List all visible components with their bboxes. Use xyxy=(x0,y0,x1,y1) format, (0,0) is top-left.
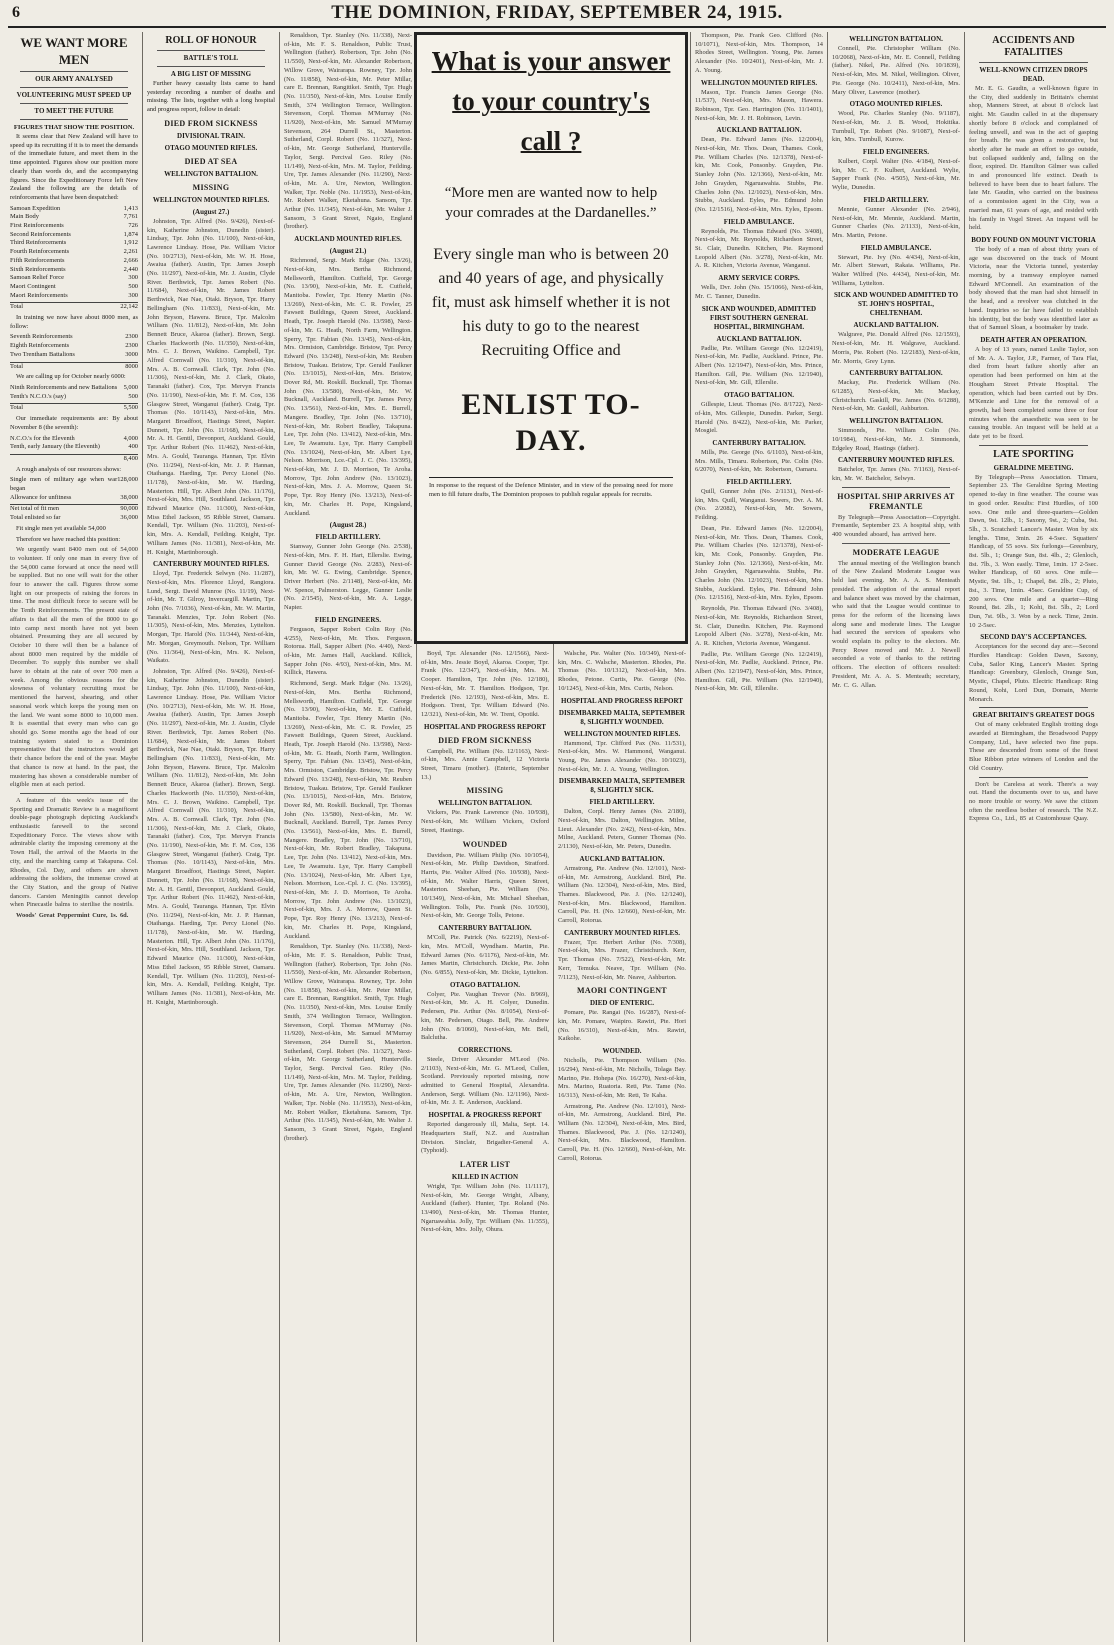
analysis-table xyxy=(10,476,138,502)
col4-died: Campbell, Pte. William (No. 12/1163), Next-of-kin, Mrs. Annie Campbell, 12 Victoria Street, Timaru (mother). (Enteric, September 13.) xyxy=(421,747,549,781)
col6-ob: Gillespie, Lieut. Thomas (No. 8/1722), Next-of-kin, Mrs. Gillespie, Dunedin. Parker, Sergt. Harold (No. 8/422), Next-of-kin, Mr. Parker, Mosgiel. xyxy=(695,401,823,435)
masthead xyxy=(8,0,1106,28)
col7-wb: Connell, Pte. Christopher William (No. 10/2068), Next-of-kin, Mr. E. Connell, Feilding (father). Nikel, Pte. Alfred (No. 10/1839), Next-of-kin, Mrs. M. Nikel, Wellington. Oliver, Pte. George (No. 10/2411), Next-of-kin, Mrs. Mary Oliver, Lawrence (mother). xyxy=(832,45,960,96)
future-value: 4,000 xyxy=(123,434,138,442)
subhead-operation: DEATH AFTER AN OPERATION. xyxy=(980,335,1087,344)
forces-label: Second Reinforcements xyxy=(10,230,71,238)
future-label: N.C.O.'s for the Eleventh xyxy=(10,434,75,442)
section-missing: MISSING xyxy=(192,182,230,192)
section-wounded-4: WOUNDED xyxy=(462,839,508,849)
hospital-ship-body: By Telegraph—Press Association—Copyright. Fremantle, September 23. A hospital ship, with 400 wounded aboard, has arrived here. xyxy=(832,513,960,539)
camp-value: 2300 xyxy=(125,333,138,341)
camp-row xyxy=(10,333,138,342)
camp-label: Eighth Reinforcements xyxy=(10,342,70,350)
second-day-body: Acceptances for the second day are:—Second Hurdles Handicap: Golden Dawn, Saxony, Cuba, Sailor King, Lancer's Master. Spring Handicap: Greenbury, Glenloch, Orange Sun, Mystic, Chapel, Pluto. Electric Handicap: Ring Round, Kohi, Lord Dun, Domain, Merrie Monarch. xyxy=(969,643,1098,703)
col6-fa-cont: Reynolds, Pte. Thomas Edward (No. 3/408), Next-of-kin, Mr. Reynolds, Richardson Street, St. Clair, Dunedin. Kitchen, Pte. Raymond Leopold Albert (No. 3/278), Next-of-kin, Mr. A. R. Kitchen, Victoria Avenue, Wanganui. xyxy=(695,605,823,647)
camp-value: 3000 xyxy=(125,350,138,358)
missing-list: Johnston, Tpr. Alfred (No. 9/426), Next-of-kin, Katherine Johnston, Dunedin (sister). Lindsay, Tpr. John (No. 11/100), Next-of-kin, Lawrence Lindsay. Hose, Pte. William Victor (No. 10/2713), Next-of-kin, Mr. W. H. Hose, Awaiua (father). Austin, Tpr. James Joseph (No. 11/297), Next-of-kin, Mr. J. Austin, Clyde River. Berthwick, Tpr. James Robert (No. 11/684), Next-of-kin, Mr. James Robert Berthwick, Nae Nae, Otaki. Bryson, Tpr. Harry Bellingham (No. 11/833), Next-of-kin, Mr. John Bryson, Hawera. Bruce, Tpr. Malcolm William (No. 11/812), Next-of-kin, Mr. John Bennett Bruce, Akaroa (father). Brown, Sergt. Charles Hackworth (No. 11/350), Next-of-kin, Mrs. C. J. Brown, Waikino. Campbell, Tpr. Alfred Cornwall (No. 11/310), Next-of-kin, Mrs. A. B. Cornwall. Clark, Tpr. John (No. 11/306), Next-of-kin, Mr. J. Clark, Okato, Taranaki (father). Cox, Tpr. Mervyn Francis (No. 11/190), Next-of-kin, Mr. F. M. Cox, 136 Glasgow Street, Wanganui (father). Craig, Tpr. Thomas (No. 10/1143), Next-of-kin, Mrs. Margaret Broadfoot, Hastings Street, Napier. Dunnett, Tpr. John (No. 11/168), Next-of-kin, Mr. A. H. Gentil, Devonport, Auckland. Gould, Tpr. Arthur Robert (No. 11/462), Next-of-kin, Mrs. A. Gould, Tauranga. Hannan, Tpr. Elvin (No. 11/294), Next-of-kin, Mr. J. P. Hannan, Otaihanga. Harding, Tpr. Percy Lionel (No. 11/178), Next-of-kin, Mr. W. Harding, Masterton. Hill, Tpr. Albert John (No. 11/176), Next-of-kin, Mrs. Hill, Southland. Jackson, Tpr. Edward Maurice (No. 11/300), Next-of-kin, Miss Ethel Jackson, 95 Ribble Street, Oamaru. Kendall, Tpr. William (No. 11/203), Next-of-kin, Mrs. A. Kendall, Feilding. Knight, Tpr. William James (No. 11/381), Next-of-kin, Mr. H. Knight, Martinborough. xyxy=(147,217,275,556)
analysis-value: 38,000 xyxy=(120,493,138,501)
intro-text: It seems clear that New Zealand will have to speed up its recruiting if it is to meet the demands of the immediate future, and meet them in the time appointed. Figures show our position more clearly than words do, and the accompanying figures. Since the Expeditionary Force left New Zealand the following are the details of reinforcements that have been despatched: xyxy=(10,133,138,201)
camp-label: Two Trentham Battalions xyxy=(10,350,75,358)
subhead-figures: FIGURES THAT SHOW THE POSITION. xyxy=(13,124,135,131)
section-missing-4: MISSING xyxy=(466,786,504,796)
forces-value: 1,912 xyxy=(123,239,138,247)
date-aug-21: (August 21.) xyxy=(329,247,367,256)
forces-table xyxy=(10,205,138,301)
col5-ab-cont: Armstrong, Pte. Andrew (No. 12/101), Next-of-kin, Mr. Armstrong, Auckland. Bird, Pte. William (No. 12/304), Next-of-kin, Mrs. Bird, Thames. Blackwood, Pte. J. (No. 12/1240), Next-of-kin, Mrs. Blackwood, Hamilton. Carroll, Pte. H. (No. 12/660), Next-of-kin, Mr. Carroll, Rotorua. xyxy=(558,1102,686,1162)
unit-fa-6b: FIELD ARTILLERY. xyxy=(726,478,792,487)
forces-row xyxy=(10,248,138,257)
forces-label: Maori Contingent xyxy=(10,282,56,290)
camp-total: Total 8000 xyxy=(10,362,138,370)
section-cheltenham: SICK AND WOUNDED ADMITTED TO ST. JOHN'S HOSPITAL, CHELTENHAM. xyxy=(833,291,959,318)
analysis-row xyxy=(10,476,138,493)
moderate-league-body: The annual meeting of the Wellington branch of the New Zealand Moderate League was held last evening. Mr. A. A. S. Menteath presided. The adoption of the annual report and balance sheet was moved by the chairman, who said that the League would continue to press for the reform of the licensing laws along sane and moderate lines. The League had secured the services of speakers who would explain its policy to the electors. Mr. Percy Rowe moved and Mr. J. Newell seconded a vote of thanks to the retiring officers. The election of officers resulted: President, Mr. A. A. S. Menteath; secretary, Mr. C. G. Allan. xyxy=(832,559,960,689)
calls-row xyxy=(10,393,138,402)
unit-cmr: CANTERBURY MOUNTED RIFLES. xyxy=(153,560,269,569)
advert-note: In response to the request of the Defence Minister, and in view of the pressing need for more men to fill future drafts, The Dominion proposes to publish regular appeals for recruits. xyxy=(429,477,673,499)
unit-fe-7: FIELD ENGINEERS. xyxy=(862,148,930,157)
analysis-intro: A rough analysis of our resources shows: xyxy=(16,465,122,473)
unit-fe: FIELD ENGINEERS. xyxy=(314,615,382,624)
col6-asc: Wells, Dvr. John (No. 15/1066), Next-of-kin, Mr. C. Tanner, Dunedin. xyxy=(695,284,823,300)
forces-row xyxy=(10,257,138,266)
unit-amb-7: FIELD AMBULANCE. xyxy=(860,243,932,252)
col4-cb: M'Coll, Pte. Patrick (No. 6/2219), Next-of-kin, Mrs. M'Coll, Wyndham. Martin, Pte. Edward James (No. 6/1176), Next-of-kin, Mr. James Martin, Christchurch. Dickie, Pte. John (No. 6/855), Next-of-kin, Mr. Dickie, Lyttelton. xyxy=(421,934,549,976)
roll-cont-2: Renaldson, Tpr. Stanley (No. 11/338), Next-of-kin, Mr. F. S. Renaldson, Public Trust, Wellington (father). Robertson, Tpr. John (No. 11/550), Next-of-kin, Mr. Alexander Robertson, Willow Grove, Wairarapa. Rowney, Tpr. John (No. 11/858), Next-of-kin, Mr. Peter Millar, care E. Brennan, Rangitikei. Smith, Tpr. Hugh (No. 11/350), Next-of-kin, Mrs. Louise Emily Smith, 374 Wellington Terrace, Wellington. Stevenson, Corpl. Thomas M'Murray (No. 11/920), Next-of-kin, Mr. Samuel M'Murray Stevenson, 264 Durrell St., Masterton. Sutherland, Corpl. Robert (No. 11/327), Next-of-kin, Mr. George Sutherland, Hunterville. Taylor, Sergt. Percival Geo. Riley (No. 11/149), Next-of-kin, Mrs. M. Taylor, Feilding. Ure, Tpr. James Alexander (No. 11/290), Next-of-kin, Mr. A. Ure, Newton, Wellington. Walker, Tpr. Noble (No. 11/1953), Next-of-kin, Mr. Robert Walker, Eketahuna. Sansom, Tpr. Arthur (No. 11/345), Next-of-kin, Mr. Walter J. Sansom, 3 Grant Street, Ngaio, England (brother). xyxy=(284,943,412,1142)
subhead-great-dogs: GREAT BRITAIN'S GREATEST DOGS xyxy=(972,711,1095,720)
col4-ob: Colyer, Pte. Vaughan Trevor (No. 8/969), Next-of-kin, Mr. A. H. Colyer, Dunedin. Pedersen, Pte. Arthur (No. 8/1054), Next-of-kin, Mr. Pedersen, Otago. Bell, Pte. Andrew John (No. 8/1060), Next-of-kin, Mr. Bell, Balclutha. xyxy=(421,990,549,1042)
unit-wb-7b: WELLINGTON BATTALION. xyxy=(849,417,943,426)
amr-list-cont: Richmond, Sergt. Mark Edgar (No. 13/26), Next-of-kin, Mrs. Bertha Richmond, Mellsworth, Hamilton. Cutfield, Tpr. George (No. 13/90), Next-of-kin, Mr. E. Cutfield, Manitoba. Fowler, Tpr. Henry Martin (No. 13/269), Next-of-kin, Mr. C. R. Fowler, 25 Fawsett Buildings, Queen Street, Auckland. Heath, Tpr. Joseph Harold (No. 13/598), Next-of-kin, Mr. G. Heath, North Farm, Wellington. Sperry, Tpr. Fabian (No. 13/45), Next-of-kin, Mrs. Ormiston, Cambridge. Bristow, Tpr. Percy Edward (No. 13/248), Next-of-kin, Mr. Reuben Bristow, Tuakau. Bristow, Tpr. Gerald Faulkner (No. 13/1015), Next-of-kin, Mrs. Bristow, Dover Rd, Mt. Roskill. Bucknall, Tpr. Thomas John (No. 13/580), Next-of-kin, Mr. W. Bucknall, Auckland. Burrell, Tpr. James Percy (No. 13/561), Next-of-kin, Mrs. E. Burrell, Mangere. Bradley, Tpr. John (No. 13/710), Next-of-kin, Mr. Robert Bradley, Takapuna. Lee, Tpr. John (No. 13/412), Next-of-kin, Mrs. Lee, Te Awamutu. Lye, Tpr. Harry Campbell (No. 13/1024), Next-of-kin, Mr. Albert Lye, Nelson. Morrison, Lce.-Cpl. J. C. (No. 13/395), Next-of-kin, Mr. J. D. Morrison, Te Aroha. Morrow, Tpr. John Andrew (No. 13/1023), Next-of-kin, Mrs. J. A. Morrow, Queen St. Pope, Tpr. Roy Henry (No. 13/213), Next-of-kin, Mr. Charles H. Pope, Kingsland, Auckland. xyxy=(284,680,412,940)
column-6 xyxy=(691,32,828,1642)
section-died-sea: DIED AT SEA xyxy=(184,156,238,166)
col6-ab-cont: Dean, Pte. Edward James (No. 12/2004), Next-of-kin, Mr. Thos. Dean, Thames. Cook, Pte. William Charles (No. 12/1378), Next-of-kin, Mr. Cook, Ponsonby. Grayden, Pte. Stanley John (No. 12/1366), Next-of-kin, Mr. John Grayden, Ngaruawahia. Stubbs, Pte. Charles John (No. 12/1023), Next-of-kin, Mrs. Stubbs, Auckland. Eyles, Pte. Edmund John (No. 12/1516), Next-of-kin, Mrs. Eyles, Epsom. xyxy=(695,524,824,602)
forces-label: Fourth Reinforcements xyxy=(10,248,70,256)
unit-omr-7: OTAGO MOUNTED RIFLES. xyxy=(849,100,943,109)
section-hospital-5: HOSPITAL AND PROGRESS REPORT xyxy=(561,696,683,705)
unit-fa-5: FIELD ARTILLERY. xyxy=(589,798,655,807)
advert-body: Every single man who is between 20 and 40 years of age, and physically fit, must ask himself whether it is not his duty to go to the nearest Recruiting Office and xyxy=(431,246,671,359)
forces-label: Sixth Reinforcements xyxy=(10,265,66,273)
forces-row xyxy=(10,292,138,301)
amr-list: Richmond, Sergt. Mark Edgar (No. 13/26), Next-of-kin, Mrs. Bertha Richmond, Mellsworth, Hamilton. Cutfield, Tpr. George (No. 13/90), Next-of-kin, Mr. E. Cutfield, Manitoba. Fowler, Tpr. Henry Martin (No. 13/269), Next-of-kin, Mr. C. R. Fowler, 25 Fawsett Buildings, Queen Street, Auckland. Heath, Tpr. Joseph Harold (No. 13/598), Next-of-kin, Mr. G. Heath, North Farm, Wellington. Sperry, Tpr. Fabian (No. 13/45), Next-of-kin, Mrs. Ormiston, Cambridge. Bristow, Tpr. Percy Edward (No. 13/248), Next-of-kin, Mr. Reuben Bristow, Tuakau. Bristow, Tpr. Gerald Faulkner (No. 13/1015), Next-of-kin, Mrs. Bristow, Dover Rd, Mt. Roskill. Bucknall, Tpr. Thomas John (No. 13/580), Next-of-kin, Mr. W. Bucknall, Auckland. Burrell, Tpr. James Percy (No. 13/561), Next-of-kin, Mrs. E. Burrell, Mangere. Bradley, Tpr. John (No. 13/710), Next-of-kin, Mr. Robert Bradley, Takapuna. Lee, Tpr. John (No. 13/412), Next-of-kin, Mrs. Lee, Te Awamutu. Lye, Tpr. Harry Campbell (No. 13/1024), Next-of-kin, Mr. Albert Lye, Nelson. Morrison, Lce.-Cpl. J. C. (No. 13/395), Next-of-kin, Mr. J. D. Morrison, Te Aroha. Morrow, Tpr. John Andrew (No. 13/1023), Next-of-kin, Mrs. J. A. Morrow, Queen St. Pope, Tpr. Roy Henry (No. 13/213), Next-of-kin, Mr. Charles H. Pope, Kingsland, Auckland. xyxy=(284,257,412,517)
forces-value: 2,440 xyxy=(123,265,138,273)
col7-cb: Mackay, Pte. Frederick William (No. 6/1285), Next-of-kin, Mr. Mackay, Christchurch. Gaskill, Pte. James (No. 6/1288), Next-of-kin, Mr. Gaskill, Ashburton. xyxy=(832,379,960,413)
column-1 xyxy=(6,32,143,1642)
analysis-value: 128,000 xyxy=(117,476,138,484)
forces-row xyxy=(10,266,138,275)
page-number: 6 xyxy=(12,4,21,21)
great-dogs-body: Out of many celebrated English trotting dogs awarded at Birmingham, the Broadwood Puppy Company, Ltd., have selected two fine pups. These are descended from some of the finest Blue Ribbon prize winners of London and the Old Country. xyxy=(969,721,1098,772)
subhead-army-analysed: OUR ARMY ANALYSED xyxy=(35,75,113,83)
camp-intro: In training we now have about 8000 men, as follow: xyxy=(10,314,138,330)
col4-corr: Steele, Driver Alexander M'Leod (No. 2/1103), Next-of-kin, Mr. G. M'Leod, Cullen, Scotland. Previously reported missing, now admitted to General Hospital, Alexandria. Anderson, Sergt. William (No. 12/1196), Next-of-kin, Mr. J. E. Anderson, Auckland. xyxy=(421,1055,549,1107)
section-corrections: CORRECTIONS. xyxy=(458,1045,512,1054)
forces-row xyxy=(10,205,138,214)
future-total: 8,400 xyxy=(10,454,138,464)
roll-intro: Further heavy casualty lists came to hand yesterday recording a number of deaths and missing. The lists, together with a long hospital and progress report, follow in detail: xyxy=(147,80,275,114)
unit-wb-7: WELLINGTON BATTALION. xyxy=(849,35,943,43)
recruiting-advert xyxy=(414,32,688,644)
col5-wmr: Hammond, Tpr. Clifford Pax (No. 11/531), Next-of-kin, Mrs. W. Hammond, Wanganui. Young, Pte. James Alexander (No. 10/1023), Next-of-kin, Mr. J. A. Young, Wellington. xyxy=(558,739,686,773)
calls-intro: We are calling up for October nearly 6000: xyxy=(16,373,126,381)
fa-list: Stanway, Gunner John George (No. 2/538), Next-of-kin, Mrs. F. H. Hart, Ellerslie. Ewing, Gunner David George (No. 2/283), Next-of-kin, Mr. W. G. Ewing, Cambridge. Spence, Driver Herbert (No. 2/1148), Next-of-kin, Mr. W. Spence, Palmerston. Legge, Gunner Leslie (No. 2/1545), Next-of-kin, Mr. A. Legge, Napier. xyxy=(284,543,412,612)
forces-value: 726 xyxy=(128,222,138,230)
unit-fa-6: FIELD AMBULANCE. xyxy=(723,217,795,226)
analysis-label: Allowance for unfitness xyxy=(10,493,72,501)
missing-list-2: Lloyd, Tpr. Frederick Selwyn (No. 11/287), Next-of-kin, Mrs. Florence Lloyd, Rangiora. Lund, Sergt. David Munroe (No. 11/19), Next-of-kin, Mr. T. Gilroy, Invercargill. Martin, Tpr. John (No. 7/1036), Next-of-kin, Mr. W. Martin, Taranaki. Menzies, Tpr. John Robert (No. 11/305), Next-of-kin, Mrs. Menzies, Lyttelton. Morgan, Tpr. Harold (No. 11/344), Next-of-kin, Mr. Morgan, Greymouth. Nelson, Tpr. William (No. 11/364), Next-of-kin, Mrs. K. Nelson, Waikato. xyxy=(147,570,275,665)
col6-ab2: Padlie, Pte. William George (No. 12/2419), Next-of-kin, Mr. Padlie, Auckland. Prince, Pte. Albert (No. 12/1947), Next-of-kin, Mrs. Prince, Hamilton. Gill, Pte. William (No. 12/1940), Next-of-kin, Mr. Gill, Ellerslie. xyxy=(695,344,823,387)
camp-value: 2300 xyxy=(125,342,138,350)
headline-roll-of-honour: ROLL OF HONOUR xyxy=(165,35,257,46)
analysis-net: Net total of fit men 90,000 Total enlisted so far 36,000 xyxy=(10,505,138,522)
subhead-mount-victoria: BODY FOUND ON MOUNT VICTORIA xyxy=(971,235,1096,244)
subhead-volunteering: VOLUNTEERING MUST SPEED UP xyxy=(16,91,132,99)
col7-fa: Mennie, Gunner Alexander (No. 2/946), Next-of-kin, Mr. Mennie, Auckland. Martin, Gunner Charles (No. 2/1133), Next-of-kin, Mrs. Martin, Petone. xyxy=(832,205,960,239)
reached: Therefore we have reached this position: xyxy=(16,535,121,543)
unit-ab-6: AUCKLAND BATTALION. xyxy=(716,126,802,135)
col5-list: Walsche, Pte. Walter (No. 10/349), Next-of-kin, Mrs. C. Walsche, Masterton. Rhodes, Pte. Thomas (No. 10/1312), Next-of-kin, Mrs. Rhodes, Petone. Curtis, Pte. George (No. 10/1245), Next-of-kin, Mrs. Curtis, Nelson. xyxy=(558,650,686,692)
newspaper-title: THE DOMINION, FRIDAY, SEPTEMBER 24, 1915. xyxy=(331,2,783,23)
date-aug-28: (August 28.) xyxy=(329,521,367,530)
operation-body: A boy of 13 years, named Leslie Taylor, son of Mr. A. A. Taylor, J.P., Farmer, of Tara Flat, died from heart failure shortly after an operation had been performed on him at the Hougham Street Private Hospital. The operation, which had been carried out by Drs. M'Kenzie and Line for the removal of a growth, had been completed some three or four minutes when the anaesthetic was seen to be causing trouble. An inquest will be held at a date yet to be fixed. xyxy=(969,345,1098,441)
future-row xyxy=(10,435,138,444)
mount-victoria-body: The body of a man of about thirty years of age was discovered on the track of Mount Victoria, near the Victoria tunnel, yesterday morning, by a tramway employee named Edward M'Connell. An examination of the body showed that the man had shot himself in the head, and a revolver was clutched in the hand. Inquiries so far have failed to establish his identity, but the body was identified later as that of Samuel Sloan, a bootmaker by trade. xyxy=(969,245,1098,332)
forces-value: 300 xyxy=(128,274,138,282)
headline-moderate-league: MODERATE LEAGUE xyxy=(852,547,940,557)
calls-label: Tenth's N.C.O.'s (say) xyxy=(10,392,66,400)
col7-fe: Kulbert, Corpl. Walter (No. 4/184), Next-of-kin, Mr. C. F. Kulbert, Auckland. Wylie, Sapper Frank (No. 4/505), Next-of-kin, Mr. Wylie, Dunedin. xyxy=(832,158,960,192)
express-ad: Don't be Careless at work. There's a way out. Hand the documents over to us, and have no more trouble or worry. We save the citizen often the needless bother of research. The N.Z. Express Co., Ltd., 85 at Customhouse Quay. xyxy=(969,780,1098,823)
col5-ab: Armstrong, Pte. Andrew (No. 12/101), Next-of-kin, Mr. Armstrong, Auckland. Bird, Pte. William (No. 12/304), Next-of-kin, Mrs. Bird, Thames. Blackwood, Pte. J. (No. 12/1240), Next-of-kin, Mrs. Blackwood, Hamilton. Carroll, Pte. H. (No. 12/660), Next-of-kin, Mr. Carroll, Rotorua. xyxy=(558,864,686,925)
col6-wmr: Mason, Tpr. Francis James George (No. 11/537), Next-of-kin, Mrs. Mason, Hawera. Robinson, Tpr. Geo. Harrington (No. 11/1401), Next-of-kin, Mr. J. H. Robinson, Levin. xyxy=(695,88,823,122)
forces-label: Main Body xyxy=(10,213,39,221)
unit-ab-7: AUCKLAND BATTALION. xyxy=(853,321,939,330)
future-value: 400 xyxy=(128,443,138,451)
col6-cb: Mills, Pte. George (No. 6/1103), Next-of-kin, Mrs. Mills, Timaru. Robertson, Pte. Colin (No. 6/2070), Next-of-kin, Mr. Robertson, Oamaru. xyxy=(695,448,823,474)
forces-label: First Reinforcements xyxy=(10,222,64,230)
forces-label: Samoan Relief Force xyxy=(10,274,64,282)
feature-body: A feature of this week's issue of the Sporting and Dramatic Review is a magnificent double-page photograph depicting Auckland's enthusiastic farewell to the second Expeditionary Force. The views show with admirable clarity the imposing ceremony at the Town Hall, the arrival of the Maoris in the city, and the marching camp at Takapuna. Col. Rhodes, Col. Day, and others are shown addressing the soldiers, the immense crowd at the City Station, and the group of Native dancers. Carsten Meningitis cannot develop when Pinecastle balms to sterilise the nostrils. xyxy=(10,796,138,909)
subhead-meet-future: TO MEET THE FUTURE xyxy=(34,107,114,115)
forces-label: Samoan Expedition xyxy=(10,204,61,212)
subhead-geraldine: GERALDINE MEETING. xyxy=(993,463,1074,472)
col6-list: Thompson, Pte. Frank Geo. Clifford (No. 10/1071), Next-of-kin, Mrs. Thompson, 14 Rhodes Street, Wellington. Young, Pte. James Alexander (No. 10/2401), Next-of-kin, Mr. J. A. Young. xyxy=(695,32,823,74)
headline-late-sporting: LATE SPORTING xyxy=(993,448,1074,460)
section-maori: MAORI CONTINGENT xyxy=(577,986,667,996)
col4-hosp: Reported dangerously ill, Malta, Sept. 14. Headquarters Staff, N.Z. and Australian Division. Sinclair, Brigadier-General A. (Typhoid). xyxy=(421,1121,549,1155)
col6-ab2-cont: Padlie, Pte. William George (No. 12/2419), Next-of-kin, Mr. Padlie, Auckland. Prince, Pte. Albert (No. 12/1947), Next-of-kin, Mrs. Prince, Hamilton. Gill, Pte. William (No. 12/1940), Next-of-kin, Mr. Gill, Ellerslie. xyxy=(695,650,823,693)
forces-row xyxy=(10,239,138,248)
subhead-citizen-dead: WELL-KNOWN CITIZEN DROPS DEAD. xyxy=(979,66,1088,83)
calls-total: Total 5,500 xyxy=(10,404,138,412)
fit-men: Fit single men yet available 54,000 xyxy=(16,524,106,532)
column-3 xyxy=(280,32,417,1642)
roll-cont: Renaldson, Tpr. Stanley (No. 11/338), Next-of-kin, Mr. F. S. Renaldson, Public Trust, Wellington (father). Robertson, Tpr. John (No. 11/550), Next-of-kin, Mr. Alexander Robertson, Willow Grove, Wairarapa. Rowney, Tpr. John (No. 11/858), Next-of-kin, Mr. Peter Millar, care E. Brennan, Rangitikei. Smith, Tpr. Hugh (No. 11/350), Next-of-kin, Mrs. Louise Emily Smith, 374 Wellington Terrace, Wellington. Stevenson, Corpl. Thomas M'Murray (No. 11/920), Next-of-kin, Mr. Samuel M'Murray Stevenson, 264 Durrell St., Masterton. Sutherland, Corpl. Robert (No. 11/327), Next-of-kin, Mr. George Sutherland, Hunterville. Taylor, Sergt. Percival Geo. Riley (No. 11/149), Next-of-kin, Mrs. M. Taylor, Feilding. Ure, Tpr. James Alexander (No. 11/290), Next-of-kin, Mr. A. Ure, Newton, Wellington. Walker, Tpr. Noble (No. 11/1953), Next-of-kin, Mr. Robert Walker, Eketahuna. Sansom, Tpr. Arthur (No. 11/345), Next-of-kin, Mr. Walter J. Sansom, 3 Grant Street, Ngaio, England (brother). xyxy=(284,32,412,231)
forces-row xyxy=(10,231,138,240)
fe-list: Ferguson, Sapper Robert Colin Roy (No. 4/255), Next-of-kin, Mr. Thos. Ferguson, Rotorua. Hall, Sapper Albert (No. 4/40), Next-of-kin, Mr. James Hall, Auckland. Killick, Sapper John (No. 4/93), Next-of-kin, Mrs. M. Killick, Hawera. xyxy=(284,625,412,677)
col6-fa: Reynolds, Pte. Thomas Edward (No. 3/408), Next-of-kin, Mr. Reynolds, Richardson Street, St. Clair, Dunedin. Kitchen, Pte. Raymond Leopold Albert (No. 3/278), Next-of-kin, Mr. A. R. Kitchen, Victoria Avenue, Wanganui. xyxy=(695,227,823,270)
missing-list-cont: Johnston, Tpr. Alfred (No. 9/426), Next-of-kin, Katherine Johnston, Dunedin (sister). Lindsay, Tpr. John (No. 11/100), Next-of-kin, Lawrence Lindsay. Hose, Pte. William Victor (No. 10/2713), Next-of-kin, Mr. W. H. Hose, Awaiua (father). Austin, Tpr. James Joseph (No. 11/297), Next-of-kin, Mr. J. Austin, Clyde River. Berthwick, Tpr. James Robert (No. 11/684), Next-of-kin, Mr. James Robert Berthwick, Nae Nae, Otaki. Bryson, Tpr. Harry Bellingham (No. 11/833), Next-of-kin, Mr. John Bryson, Hawera. Bruce, Tpr. Malcolm William (No. 11/812), Next-of-kin, Mr. John Bennett Bruce, Akaroa (father). Brown, Sergt. Charles Hackworth (No. 11/350), Next-of-kin, Mrs. C. J. Brown, Waikino. Campbell, Tpr. Alfred Cornwall (No. 11/310), Next-of-kin, Mrs. A. B. Cornwall. Clark, Tpr. John (No. 11/306), Next-of-kin, Mr. J. Clark, Okato, Taranaki (father). Cox, Tpr. Mervyn Francis (No. 11/190), Next-of-kin, Mr. F. M. Cox, 136 Glasgow Street, Wanganui (father). Craig, Tpr. Thomas (No. 10/1143), Next-of-kin, Mrs. Margaret Broadfoot, Hastings Street, Napier. Dunnett, Tpr. John (No. 11/168), Next-of-kin, Mr. A. H. Gentil, Devonport, Auckland. Gould, Tpr. Arthur Robert (No. 11/462), Next-of-kin, Mrs. A. Gould, Tauranga. Hannan, Tpr. Elvin (No. 11/294), Next-of-kin, Mr. J. P. Hannan, Otaihanga. Harding, Tpr. Percy Lionel (No. 11/178), Next-of-kin, Mr. W. Harding, Masterton. Hill, Tpr. Albert John (No. 11/176), Next-of-kin, Mrs. Hill, Southland. Jackson, Tpr. Edward Maurice (No. 11/300), Next-of-kin, Miss Ethel Jackson, 95 Ribble Street, Oamaru. Kendall, Tpr. William (No. 11/203), Next-of-kin, Mrs. A. Kendall, Feilding. Knight, Tpr. William James (No. 11/381), Next-of-kin, Mr. H. Knight, Martinborough. xyxy=(147,667,275,1006)
unit-asc: ARMY SERVICE CORPS. xyxy=(718,274,800,283)
unit-wmr-5: WELLINGTON MOUNTED RIFLES. xyxy=(563,729,681,738)
unit-ab-6b: AUCKLAND BATTALION. xyxy=(716,334,802,343)
col7-amb: Stewart, Pte. Ivy (No. 4/434), Next-of-kin, Mr. Albert Stewart, Rakaia. Williams, Pte. Walter Wilfred (No. 4/434), Next-of-kin, Mr. Williams, Lyttelton. xyxy=(832,253,960,287)
col6-ab: Dean, Pte. Edward James (No. 12/2004), Next-of-kin, Mr. Thos. Dean, Thames. Cook, Pte. William Charles (No. 12/1378), Next-of-kin, Mr. Cook, Ponsonby. Grayden, Pte. Stanley John (No. 12/1366), Next-of-kin, Mr. John Grayden, Ngaruawahia. Stubbs, Pte. Charles John (No. 12/1023), Next-of-kin, Mrs. Stubbs, Auckland. Eyles, Pte. Edmund John (No. 12/1516), Next-of-kin, Mrs. Eyles, Epsom. xyxy=(695,136,824,213)
column-2 xyxy=(143,32,280,1642)
unit-divisional-train: DIVISIONAL TRAIN. xyxy=(177,131,245,140)
forces-row xyxy=(10,213,138,222)
unit-wellington-bn: WELLINGTON BATTALION. xyxy=(164,169,258,178)
col5-fa: Dalton, Corpl. Henry James (No. 2/180), Next-of-kin, Mrs. Dalton, Wellington. Milne, Lieut. Alexander (No. 2/42), Next-of-kin, Mrs. Milne, Auckland. Peters, Gunner Thomas (No. 2/1130), Next-of-kin, Mr. Peters, Dunedin. xyxy=(558,808,686,851)
forces-row xyxy=(10,274,138,283)
forces-row xyxy=(10,222,138,231)
forces-value: 2,666 xyxy=(123,256,138,264)
advert-question: What is your answer to your country's call ? xyxy=(431,46,671,156)
article-body: We urgently want 8400 men out of 54,000 to volunteer. If only one man in every five of the 54,000 came forward at once the need will be supplied. But no one will wait for the other four to answer the call. Figures throw some light on our prospects of raising the forces in time. The most difficult force to secure will be the Tenth Reinforcements. The present state of affairs is that all the men of the 8000 to go into camp next month have not yet been obtained. Presuming they are all secured by October 10 there will then be a balance of about 8000 men required by the middle of December. To supply this number we shall have to obtain at the rate of over 700 men a week. Among the obvious reasons for the slowness of voluntary recruiting must be mentioned the harvest, shearing, and other seasonal work which keeps the young men on the land. We want some 8000 to 10,000 men. It is essential that every man who can go should go. Some months ago the head of our training system stated to a Dominion representative that the instructors would get their chance before the end of the year. Maybe that chance is now at hand. In the past, the mustering has shown a considerable number of eligible men at each period. xyxy=(10,546,138,789)
calls-table xyxy=(10,384,138,401)
unit-ob-6: OTAGO BATTALION. xyxy=(723,391,794,400)
subhead-second-day: SECOND DAY'S ACCEPTANCES. xyxy=(980,633,1087,642)
unit-cmr-5: CANTERBURY MOUNTED RIFLES. xyxy=(564,928,680,937)
unit-wb-4: WELLINGTON BATTALION. xyxy=(438,799,532,808)
col6-fa2: Quill, Gunner John (No. 2/1131), Next-of-kin, Mrs. Quill, Wanganui. Sowers, Dvr. A. M. (No. 2/2082), Next-of-kin, Mr. Sowers, Feilding. xyxy=(695,488,823,522)
section-wounded-5: WOUNDED. xyxy=(602,1047,642,1056)
advert-enlist: ENLIST TO-DAY. xyxy=(461,388,641,457)
advert-quote: “More men are wanted now to help your comrades at the Dardanelles.” xyxy=(444,185,658,221)
calls-row xyxy=(10,384,138,393)
future-intro: Our immediate requirements are: By about November 8 (the seventh): xyxy=(10,415,138,431)
ad-footer: Woods' Great Peppermint Cure, 1s. 6d. xyxy=(16,912,129,920)
forces-value: 1,874 xyxy=(123,230,138,238)
col7-wb2: Simmonds, Pte. William Colin (No. 10/1984), Next-of-kin, Mr. J. Simmonds, Edgeley Road, Hastings (father). xyxy=(832,427,960,452)
future-label: Tenth, early January (the Eleventh) xyxy=(10,443,100,451)
section-killed: KILLED IN ACTION xyxy=(451,1172,519,1181)
unit-ob-4: OTAGO BATTALION. xyxy=(449,980,520,989)
calls-value: 5,000 xyxy=(123,383,138,391)
unit-cb-7: CANTERBURY BATTALION. xyxy=(849,369,943,378)
col4-list: Boyd, Tpr. Alexander (No. 12/1566), Next-of-kin, Mrs. Jessie Boyd, Akaroa. Cooper, Tpr. Frank (No. 12/347), Next-of-kin, Mrs. M. Cooper. Hamilton, Tpr. John (No. 12/180), Next-of-kin, Mr. T. Hamilton. Hodgson, Tpr. Frederick (No. 12/193), Next-of-kin, Mrs. E. Hodgson. Trent, Tpr. William Edward (No. 12/321), Next-of-kin, Mr. W. Trent, Opotiki. xyxy=(421,650,549,718)
col5-wounded: Nicholls, Pte. Thompson William (No. 16/294), Next-of-kin, Mr. Nicholls, Tolaga Bay. Marino, Pte. Hohepa (No. 16/270), Next-of-kin, Mrs. Marino, Ruatoria. Reti, Pte. Tame (No. 16/313), Next-of-kin, Mr. Reti, Te Kaha. xyxy=(558,1057,686,1099)
column-7 xyxy=(828,32,965,1642)
subhead-missing-list: A BIG LIST OF MISSING xyxy=(170,70,252,78)
forces-value: 500 xyxy=(128,282,138,290)
col4-killed: Wright, Tpr. William John (No. 11/1117), Next-of-kin, Mr. George Wright, Albany, Auckland (father). Hunter, Tpr. Roland (No. 13/490), Next-of-kin, Mr. Thomas Hunter, Ngaruawahia. Jolly, Tpr. William (No. 11/355), Next-of-kin, Mrs. Jolly, Ohura. xyxy=(421,1182,549,1234)
forces-row xyxy=(10,283,138,292)
col5-cmr: Frazer, Tpr. Herbert Arthur (No. 7/308), Next-of-kin, Mrs. Frazer, Christchurch. Kerr, Tpr. Thomas (No. 7/522), Next-of-kin, Mr. Kerr, Temuka. Neave, Tpr. William (No. 7/1123), Next-of-kin, Mr. Neave, Ashburton. xyxy=(558,938,686,981)
sporting-body: By Telegraph—Press Association. Timaru, September 23. The Geraldine Spring Meeting opened to-day in fine weather. The course was in good order. Results: First Hurdles, of 100 sovs. One mile and three-quarters—Golden Dawn, 9st. 12lb., 1; Saxony, 9st., 2; Cuba, 9st. 5lb., 3. Scratched: Lancer's Master. Won by six lengths. Time, 3min. 26 4-5sec. Squatters' Handicap, of 55 sovs. Six furlongs—Greenbury, 8st. 5lb., 1; Orange Sun, 8st. 4lb., 2; Glenloch, 8st. 7lb., 3. Won easily. Time, 1min. 17 2-5sec. Welter Handicap, of 60 sovs. One mile—Mystic, 9st. 1lb., 1; Chapel, 8st. 2lb., 2; Pluto, 8st., 3. Time, 1min. 45sec. Geraldine Cup, of 200 sovs. One mile and a quarter—Ring Round, 8st. 2lb., 1; Kohi, 8st. 5lb., 2; Lord Dun, 7st. 9lb., 3. Won by a neck. Time, 2min. 10 2-5sec. xyxy=(969,473,1098,629)
section-malta: DISEMBARKED MALTA, SEPTEMBER 8, SLIGHTLY WOUNDED. xyxy=(558,708,686,726)
col7-ab: Walgrave, Pte. Donald Alfred (No. 12/1593), Next-of-kin, Mr. H. Walgrave, Auckland. Morris, Pte. Robert (No. 12/2183), Next-of-kin, Mr. Morris, Grey Lynn. xyxy=(832,331,960,365)
forces-label: Fifth Reinforcements xyxy=(10,256,65,264)
future-table xyxy=(10,435,138,452)
col5-died: Pomare, Pte. Rangai (No. 16/287), Next-of-kin, Mr. Pomare, Waipiro. Rawiri, Pte. Hori (No. 16/310), Next-of-kin, Mrs. Rawiri, Kaikohe. xyxy=(558,1009,686,1043)
unit-cb-4: CANTERBURY BATTALION. xyxy=(438,924,532,933)
column-8 xyxy=(965,32,1102,1642)
camp-label: Seventh Reinforcements xyxy=(10,333,73,341)
section-later-list: LATER LIST xyxy=(459,1159,511,1169)
unit-cb-6: CANTERBURY BATTALION. xyxy=(712,438,806,447)
section-died-enteric: DIED OF ENTERIC. xyxy=(589,999,655,1008)
unit-cmr-7: CANTERBURY MOUNTED RIFLES. xyxy=(838,456,954,465)
unit-omr: OTAGO MOUNTED RIFLES. xyxy=(164,143,258,152)
forces-label: Maori Reinforcements xyxy=(10,291,68,299)
analysis-label: Single men of military age when war began xyxy=(10,476,118,493)
analysis-row xyxy=(10,494,138,503)
headline-hospital-ship: HOSPITAL SHIP ARRIVES AT FREMANTLE xyxy=(837,491,955,511)
subhead-battles-toll: BATTLE'S TOLL xyxy=(183,54,239,62)
section-birmingham: SICK AND WOUNDED, ADMITTED FIRST SOUTHERN GENERAL HOSPITAL, BIRMINGHAM. xyxy=(701,304,817,331)
forces-value: 300 xyxy=(128,291,138,299)
headline-accidents: ACCIDENTS AND FATALITIES xyxy=(992,35,1075,58)
unit-ab-5: AUCKLAND BATTALION. xyxy=(579,854,665,863)
forces-value: 7,761 xyxy=(123,213,138,221)
unit-wmr: WELLINGTON MOUNTED RIFLES. xyxy=(152,195,270,204)
date-aug-27: (August 27.) xyxy=(192,207,230,216)
section-died-sickness: DIED FROM SICKNESS xyxy=(164,118,258,128)
col7-cmr: Batchelor, Tpr. James (No. 7/1163), Next-of-kin, Mr. W. Batchelor, Selwyn. xyxy=(832,466,960,482)
unit-wmr-6: WELLINGTON MOUNTED RIFLES. xyxy=(700,78,818,87)
forces-value: 2,261 xyxy=(123,248,138,256)
unit-amr: AUCKLAND MOUNTED RIFLES. xyxy=(294,235,402,244)
unit-fa-7: FIELD ARTILLERY. xyxy=(863,195,929,204)
section-died-sickness-4: DIED FROM SICKNESS xyxy=(438,735,532,745)
section-hospital-report: HOSPITAL AND PROGRESS REPORT xyxy=(424,722,546,731)
camp-table xyxy=(10,333,138,359)
future-row xyxy=(10,443,138,452)
camp-row xyxy=(10,342,138,351)
col7-omr: Wood, Pte. Charles Stanley (No. 9/1187), Next-of-kin, Mr. J. B. Wood, Hokitika. Turnbull, Tpr. Robert (No. 9/1087), Next-of-kin, Mrs. Turnbull, Kurow. xyxy=(832,110,960,144)
camp-row xyxy=(10,351,138,360)
col4-wounded: Davidson, Pte. William Philip (No. 10/1054), Next-of-kin, Mr. Philip Davidson, Stratford. Harris, Pte. Walter Alfred (No. 10/938), Next-of-kin, Mr. Walter Harris, Queen Street, Masterton. Sheehan, Pte. William (No. 10/1349), Next-of-kin, Mr. Michael Sheehan, Wellington. Tolls, Pte. Frank (No. 10/930), Next-of-kin, Mr. George Tolls, Petone. xyxy=(421,851,549,920)
forces-total: Total 22,142 xyxy=(10,303,138,311)
forces-label: Third Reinforcements xyxy=(10,239,67,247)
section-malta-sick: DISEMBARKED MALTA, SEPTEMBER 8, SLIGHTLY SICK. xyxy=(558,777,686,795)
col4-missing: Vickers, Pte. Frank Lawrence (No. 10/938), Next-of-kin, Mr. William Vickers, Oxford Street, Hastings. xyxy=(421,809,549,834)
calls-label: Ninth Reinforcements and new Battalions xyxy=(10,383,118,391)
section-hospital-report-2: HOSPITAL & PROGRESS REPORT xyxy=(428,1111,542,1120)
accidents-body: Mr. E. G. Gaudin, a well-known figure in the City, died suddenly in Brittain's chemist shop, Manners Street, at about 8 o'clock last night. Mr. Gaudin called in at the dispensary shortly before 8 o'clock and complained of feeling unwell, and was in the act of gasping for breath. He was given a restorative, but shortly after he made an effort to go outside, but collapsed suddenly and, falling on the floor, expired. Dr. Hamilton Gilmer was called in and pronounced life extinct. Death is believed to have been due to heart failure. The late Mr. Gaudin, who carried on the business of a commission agent in the City, was a married man, 61 years of age, and resided with his family in Vogel Street. An inquest will be held. xyxy=(969,85,1098,232)
headline-we-want-more-men: WE WANT MORE MEN xyxy=(20,35,128,67)
forces-value: 1,413 xyxy=(123,204,138,212)
unit-fa: FIELD ARTILLERY. xyxy=(315,533,381,542)
calls-value: 500 xyxy=(128,392,138,400)
